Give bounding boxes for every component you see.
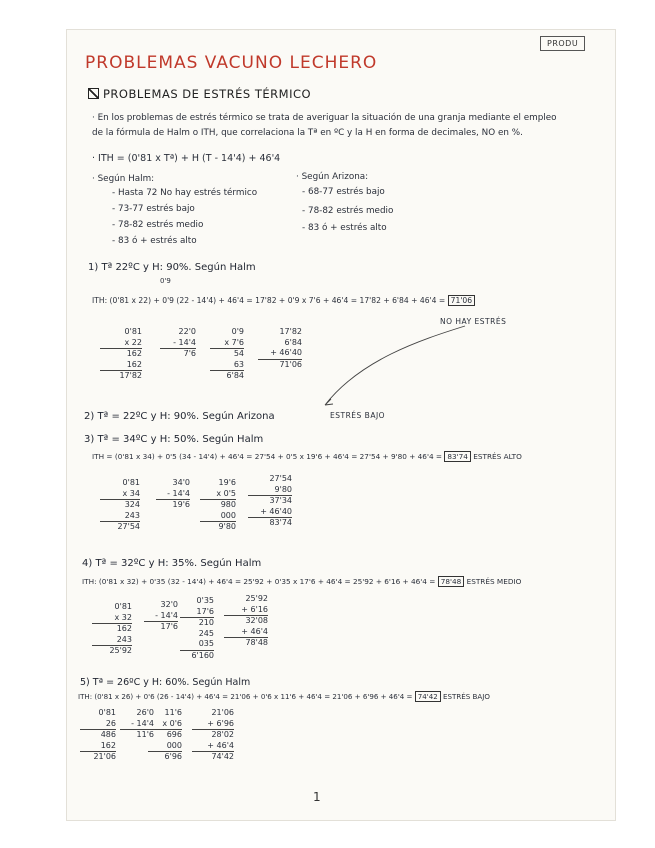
- problem-2-label: ESTRÉS BAJO: [330, 411, 386, 420]
- calc-block: 0'81 26 486 162 21'06: [80, 708, 116, 763]
- problem-1-equation: ITH: (0'81 x 22) + 0'9 (22 - 14'4) + 46'4 = 17'82 + 0'9 x 7'6 + 46'4 = 17'82 + 6'84 + 46'4 = 71'06: [92, 296, 475, 305]
- problem-5-heading: 5) Tª = 26ºC y H: 60%. Según Halm: [80, 677, 251, 688]
- problem-2-heading: 2) Tª = 22ºC y H: 90%. Según Arizona: [84, 411, 275, 422]
- calc-block: 21'06 + 6'96 28'02 + 46'4 74'42: [192, 708, 234, 763]
- halm-item: - Hasta 72 No hay estrés térmico: [112, 188, 258, 198]
- section-subtitle: PROBLEMAS DE ESTRÉS TÉRMICO: [88, 87, 311, 101]
- intro-line-1: · En los problemas de estrés térmico se trata de averiguar la situación de una granja mediante el empleo: [92, 113, 557, 123]
- calc-block: 11'6 x 0'6 696 000 6'96: [148, 708, 182, 763]
- arizona-item: - 68-77 estrés bajo: [302, 187, 385, 197]
- calc-block: 27'54 9'80 37'34 + 46'40 83'74: [248, 474, 292, 529]
- halm-title: · Según Halm:: [92, 174, 155, 184]
- calc-block: 17'82 6'84 + 46'40 71'06: [258, 327, 302, 370]
- result-box: 78'48: [438, 576, 465, 587]
- calc-block: 0'81 x 32 162 243 25'92: [92, 602, 132, 657]
- calc-block: 32'0 - 14'4 17'6: [144, 600, 178, 633]
- intro-line-2: de la fórmula de Halm o ITH, que correlaciona la Tª en ºC y la H en forma de decimales, NO en %.: [92, 128, 523, 138]
- calc-block: 34'0 - 14'4 19'6: [156, 478, 190, 511]
- halm-item: - 83 ó + estrés alto: [112, 236, 197, 246]
- page-title: PROBLEMAS VACUNO LECHERO: [85, 53, 378, 73]
- problem-5-equation: ITH: (0'81 x 26) + 0'6 (26 - 14'4) + 46'4 = 21'06 + 0'6 x 11'6 + 46'4 = 21'06 + 6'96 + 46'4 = 74'42 ESTRÉS BAJO: [78, 692, 490, 701]
- halm-item: - 73-77 estrés bajo: [112, 204, 195, 214]
- arizona-item: - 78-82 estrés medio: [302, 206, 394, 216]
- arizona-item: - 83 ó + estrés alto: [302, 223, 387, 233]
- calc-block: 19'6 x 0'5 980 000 9'80: [200, 478, 236, 533]
- problem-4-heading: 4) Tª = 32ºC y H: 35%. Según Halm: [82, 558, 262, 569]
- problem-3-heading: 3) Tª = 34ºC y H: 50%. Según Halm: [84, 434, 264, 445]
- calc-block: 26'0 - 14'4 11'6: [120, 708, 154, 741]
- calc-block: 22'0 - 14'4 7'6: [160, 327, 196, 360]
- calc-block: 0'9 x 7'6 54 63 6'84: [210, 327, 244, 382]
- calc-block: 0'81 x 22 162 162 17'82: [100, 327, 142, 382]
- result-box: 71'06: [448, 295, 475, 306]
- result-box: 74'42: [415, 691, 441, 702]
- ith-formula: · ITH = (0'81 x Tª) + H (T - 14'4) + 46'4: [92, 153, 281, 164]
- problem-1-heading: 1) Tª 22ºC y H: 90%. Según Halm: [88, 262, 256, 273]
- corner-stamp: PRODU: [540, 36, 585, 51]
- result-box: 83'74: [444, 451, 471, 462]
- arizona-title: · Según Arizona:: [296, 172, 369, 182]
- problem-4-equation: ITH: (0'81 x 32) + 0'35 (32 - 14'4) + 46'4 = 25'92 + 0'35 x 17'6 + 46'4 = 25'92 + 6'16 + 46'4 = 78'48 ESTRÉS MEDIO: [82, 577, 522, 586]
- halm-item: - 78-82 estrés medio: [112, 220, 204, 230]
- problem-1-label: NO HAY ESTRÉS: [440, 317, 507, 326]
- problem-3-equation: ITH = (0'81 x 34) + 0'5 (34 - 14'4) + 46'4 = 27'54 + 0'5 x 19'6 + 46'4 = 27'54 + 9'80 + 46'4 = 83'74 ESTRÉS ALTO: [92, 452, 522, 461]
- calc-block: 0'35 17'6 210 245 035 6'160: [180, 596, 214, 661]
- calc-block: 25'92 + 6'16 32'08 + 46'4 78'48: [224, 594, 268, 649]
- calc-block: 0'81 x 34 324 243 27'54: [100, 478, 140, 533]
- page-number: 1: [313, 790, 321, 804]
- problem-1-note: 0'9: [160, 277, 171, 285]
